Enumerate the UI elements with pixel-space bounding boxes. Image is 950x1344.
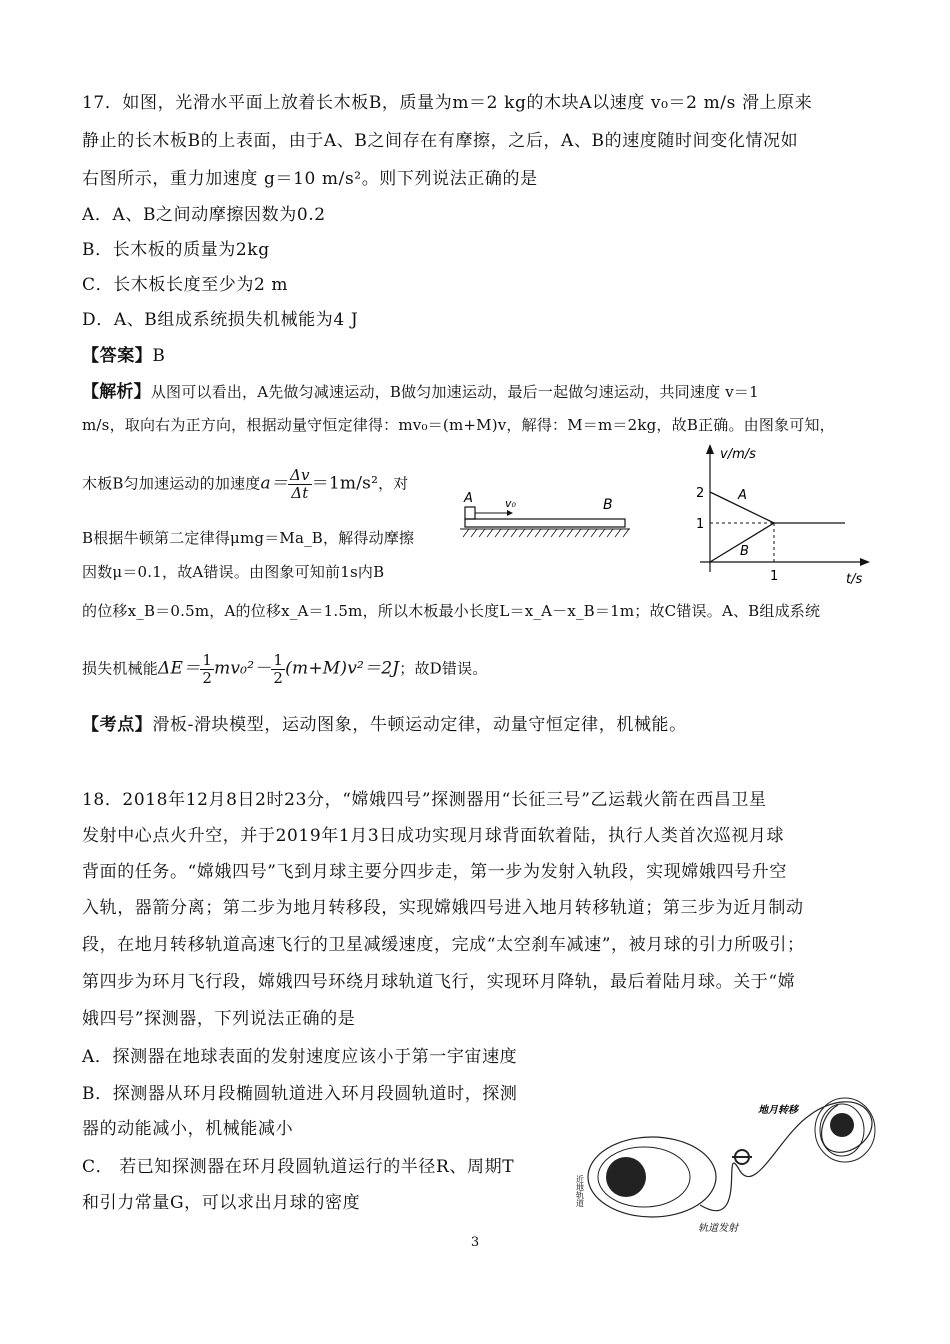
kaodian-text: 滑板-滑块模型，运动图象，牛顿运动定律，动量守恒定律，机械能。 bbox=[152, 715, 687, 735]
tick-v2: 2 bbox=[696, 486, 705, 501]
half-num-1: 1 bbox=[202, 651, 213, 669]
q17-option-b: B．长木板的质量为2kg bbox=[82, 240, 270, 260]
q17-option-d: D．A、B组成系统损失机械能为4 J bbox=[82, 310, 359, 330]
half-den-1: 2 bbox=[202, 669, 213, 687]
half-fraction-2 bbox=[271, 652, 285, 687]
q18-option-a: A．探测器在地球表面的发射速度应该小于第一宇宙速度 bbox=[82, 1047, 518, 1067]
energy-mid: mv₀²－ bbox=[214, 658, 272, 679]
orbit-figure bbox=[575, 1075, 890, 1235]
energy-lhs: ΔE＝ bbox=[158, 658, 201, 679]
analysis-text-1: 从图可以看出，A先做匀减速运动，B做匀加速运动，最后一起做匀速运动，共同速度 v＝1 bbox=[150, 383, 759, 401]
v-axis-arrow bbox=[706, 444, 714, 454]
q17-stem-line-2: 静止的长木板B的上表面，由于A、B之间存在有摩擦，之后，A、B的速度随时间变化情况如 bbox=[82, 131, 799, 151]
q18-line-6: 第四步为环月飞行段，嫦娥四号环绕月球轨道飞行，实现环月降轨，最后着陆月球。关于“嫦 bbox=[82, 972, 796, 992]
accel-lhs: a＝ bbox=[260, 473, 288, 494]
half-den-2: 2 bbox=[273, 669, 284, 687]
analysis-text-7b: ；故D错误。 bbox=[399, 659, 488, 678]
earth-icon bbox=[606, 1157, 646, 1197]
curve-label-a: A bbox=[738, 488, 747, 503]
accel-denominator: Δt bbox=[291, 484, 309, 502]
kaodian-label: 【考点】 bbox=[82, 715, 153, 735]
curve-label-b: B bbox=[740, 544, 749, 559]
label-transfer: 地月转移 bbox=[758, 1105, 798, 1116]
q18-line-5: 段，在地月转移轨道高速飞行的卫星减缓速度，完成“太空刹车减速”，被月球的引力所吸引； bbox=[82, 935, 805, 955]
q18-option-b: B．探测器从环月段椭圆轨道进入环月段圆轨道时，探测 bbox=[82, 1084, 518, 1104]
block-label-a: A bbox=[464, 491, 473, 506]
velocity-arrowhead bbox=[507, 510, 513, 516]
q18-option-c-cont: 和引力常量G，可以求出月球的密度 bbox=[82, 1193, 361, 1213]
analysis-label: 【解析】 bbox=[82, 382, 151, 402]
q18-line-1: 18．2018年12月8日2时23分，“嫦娥四号”探测器用“长征三号”乙运载火箭在西昌卫星 bbox=[82, 790, 767, 810]
label-side: 近地轨道 bbox=[575, 1175, 585, 1207]
block-a bbox=[465, 507, 475, 519]
moon-icon bbox=[830, 1113, 854, 1137]
half-fraction-1 bbox=[200, 652, 214, 687]
q17-analysis-line-4: B根据牛顿第二定律得μmg＝Ma_B，解得动摩擦 bbox=[82, 529, 415, 547]
accel-numerator: Δv bbox=[289, 466, 310, 484]
page-number: 3 bbox=[470, 1235, 480, 1250]
answer-label: 【答案】 bbox=[82, 346, 153, 366]
q17-analysis-line-3 bbox=[82, 467, 409, 502]
t-axis-arrow bbox=[860, 558, 870, 566]
q18-line-3: 背面的任务。“嫦娥四号”飞到月球主要分四步走，第一步为发射入轨段，实现嫦娥四号升空 bbox=[82, 862, 787, 882]
t-axis-label: t/s bbox=[846, 572, 863, 587]
q17-analysis-line-7 bbox=[82, 652, 488, 687]
q18-line-4: 入轨，器箭分离；第二步为地月转移段，实现嫦娥四号进入地月转移轨道；第三步为近月制动 bbox=[82, 898, 804, 918]
q17-kaodian bbox=[82, 710, 687, 735]
q17-analysis-line-6: 的位移x_B＝0.5m，A的位移x_A＝1.5m，所以木板最小长度L＝x_A－x_B＝1m；故C错误。A、B组成系统 bbox=[82, 602, 821, 620]
block-board-figure bbox=[455, 485, 645, 545]
q18-line-2: 发射中心点火升空，并于2019年1月3日成功实现月球背面软着陆，执行人类首次巡视月球 bbox=[82, 826, 785, 846]
q17-analysis-line-5: 因数μ＝0.1，故A错误。由图象可知前1s内B bbox=[82, 563, 385, 581]
q17-option-a: A．A、B之间动摩擦因数为0.2 bbox=[82, 205, 326, 225]
q17-analysis-line-1 bbox=[82, 377, 759, 402]
tick-v1: 1 bbox=[696, 517, 705, 532]
analysis-text-3a: 木板B匀加速运动的加速度 bbox=[82, 474, 261, 493]
board-label-b: B bbox=[603, 497, 613, 513]
v-axis-label: v/m/s bbox=[720, 447, 756, 462]
analysis-text-3b: ，对 bbox=[378, 474, 409, 493]
vt-graph bbox=[690, 440, 890, 590]
answer-value: B bbox=[152, 346, 166, 366]
q17-stem-line-1: 17．如图，光滑水平面上放着长木板B，质量为m＝2 kg的木块A以速度 v₀＝2 m/s 滑上原来 bbox=[82, 93, 813, 113]
q17-stem-line-3: 右图所示，重力加速度 g＝10 m/s²。则下列说法正确的是 bbox=[82, 169, 538, 189]
analysis-text-7a: 损失机械能 bbox=[82, 659, 159, 678]
q18-line-7: 娥四号”探测器，下列说法正确的是 bbox=[82, 1009, 356, 1029]
accel-fraction bbox=[288, 467, 312, 502]
q17-option-c: C．长木板长度至少为2 m bbox=[82, 275, 289, 295]
v0-label: v₀ bbox=[505, 497, 516, 510]
accel-rhs: ＝1m/s² bbox=[311, 473, 379, 494]
energy-end: (m+M)v²＝2J bbox=[285, 658, 400, 679]
tick-t1: 1 bbox=[770, 569, 779, 584]
half-num-2: 1 bbox=[273, 651, 284, 669]
label-launch: 轨道发射 bbox=[698, 1223, 738, 1234]
board-b bbox=[465, 519, 625, 527]
q17-analysis-line-2: m/s，取向右为正方向，根据动量守恒定律得：mv₀＝(m+M)v，解得：M＝m＝2kg，故B正确。由图象可知， bbox=[82, 416, 835, 434]
q18-option-b-cont: 器的动能减小，机械能减小 bbox=[82, 1119, 294, 1139]
q18-option-c: C． 若已知探测器在环月段圆轨道运行的半径R、周期T bbox=[82, 1157, 515, 1177]
ground-hatch bbox=[463, 529, 629, 537]
q17-answer bbox=[82, 341, 166, 366]
